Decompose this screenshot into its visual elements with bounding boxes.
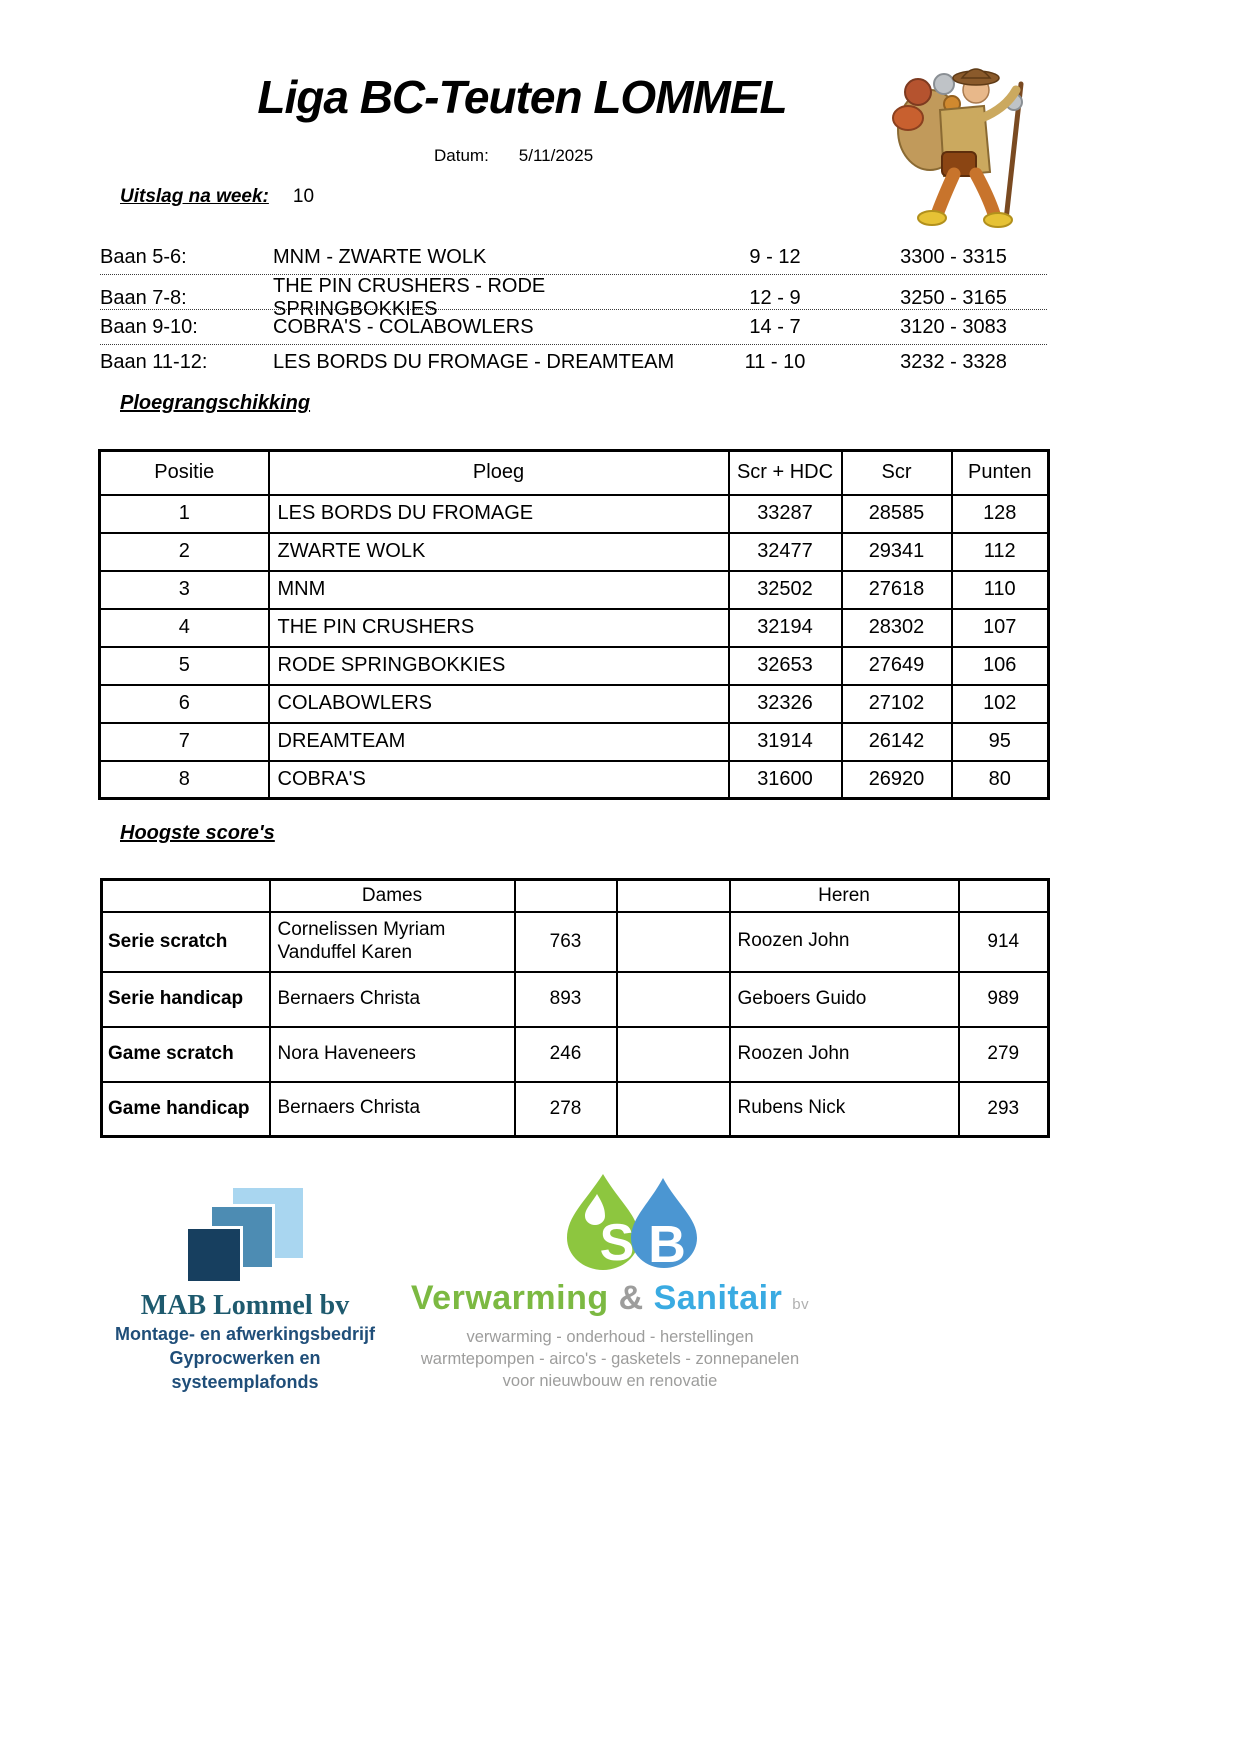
position-cell: 7 (100, 723, 269, 761)
match-result-row (100, 345, 1047, 379)
match-score: 11 - 10 (744, 350, 806, 373)
heren-value-cell: 293 (959, 1082, 1049, 1137)
position-cell: 3 (100, 571, 269, 609)
empty-header (102, 880, 270, 912)
team-cell: MNM (269, 571, 729, 609)
heren-name-cell: Roozen John (730, 912, 959, 972)
col-header-dames: Dames (270, 880, 515, 912)
empty-header (515, 880, 617, 912)
scr-cell: 27649 (842, 647, 952, 685)
col-header-heren: Heren (730, 880, 959, 912)
match-teams: COBRA'S - COLABOWLERS (273, 315, 534, 338)
category-cell: Game scratch (102, 1027, 270, 1082)
table-row (100, 723, 1049, 761)
scr-hdc-cell: 31600 (729, 761, 842, 799)
heren-value-cell: 914 (959, 912, 1049, 972)
sb-name-bv: bv (792, 1296, 810, 1313)
points-cell: 128 (952, 495, 1049, 533)
points-cell: 110 (952, 571, 1049, 609)
spacer-cell (617, 972, 730, 1027)
match-results-list (100, 240, 1047, 379)
table-header-row (102, 880, 1049, 912)
rankings-section-title: Ploegrangschikking (120, 392, 311, 414)
table-row (102, 972, 1049, 1027)
position-cell: 6 (100, 685, 269, 723)
match-teams: LES BORDS DU FROMAGE - DREAMTEAM (273, 350, 675, 373)
dames-value-cell: 278 (515, 1082, 617, 1137)
table-row (100, 495, 1049, 533)
match-result-row (100, 310, 1047, 345)
team-cell: THE PIN CRUSHERS (269, 609, 729, 647)
col-header-positie: Positie (100, 451, 269, 495)
sb-flame-drop-icon (555, 1172, 705, 1272)
lane-label: Baan 9-10: (100, 315, 198, 338)
team-cell: RODE SPRINGBOKKIES (269, 647, 729, 685)
scr-cell: 26142 (842, 723, 952, 761)
col-header-scr: Scr (842, 451, 952, 495)
mab-lommel-logo (100, 1188, 390, 1394)
high-scores-table (100, 878, 1050, 1138)
match-score: 9 - 12 (749, 245, 801, 268)
position-cell: 5 (100, 647, 269, 685)
heren-name-cell: Roozen John (730, 1027, 959, 1082)
points-cell: 106 (952, 647, 1049, 685)
scr-hdc-cell: 33287 (729, 495, 842, 533)
mab-tagline-1: Montage- en afwerkingsbedrijf (114, 1324, 376, 1344)
week-label: Uitslag na week: (120, 186, 269, 207)
mab-squares-icon (185, 1188, 305, 1286)
scr-hdc-cell: 32502 (729, 571, 842, 609)
high-scores-section-title: Hoogste score's (120, 822, 275, 844)
match-teams: THE PIN CRUSHERS - RODE SPRINGBOKKIES (273, 275, 546, 320)
sb-company-name (390, 1279, 830, 1318)
week-value: 10 (292, 186, 315, 207)
scr-hdc-cell: 31914 (729, 723, 842, 761)
scr-hdc-cell: 32194 (729, 609, 842, 647)
category-cell: Game handicap (102, 1082, 270, 1137)
dames-name-line2: Vanduffel Karen (277, 941, 413, 963)
table-row (100, 647, 1049, 685)
col-header-punten: Punten (952, 451, 1049, 495)
heren-value-cell: 989 (959, 972, 1049, 1027)
category-cell: Serie scratch (102, 912, 270, 972)
date-label: Datum: (434, 146, 489, 165)
position-cell: 1 (100, 495, 269, 533)
team-cell: ZWARTE WOLK (269, 533, 729, 571)
scr-hdc-cell: 32326 (729, 685, 842, 723)
lane-label: Baan 5-6: (100, 245, 187, 268)
sb-tagline-3: voor nieuwbouw en renovatie (502, 1372, 718, 1390)
date-row (434, 146, 593, 166)
scr-cell: 27618 (842, 571, 952, 609)
heren-name-cell: Rubens Nick (730, 1082, 959, 1137)
table-row (100, 685, 1049, 723)
scr-cell: 28302 (842, 609, 952, 647)
date-value: 5/11/2025 (518, 146, 594, 165)
lane-label: Baan 7-8: (100, 286, 187, 309)
sb-tagline-2: warmtepompen - airco's - gasketels - zonnepanelen (420, 1350, 800, 1368)
match-pinfall: 3300 - 3315 (900, 245, 1007, 268)
sb-name-sanitair: Sanitair (653, 1279, 783, 1317)
position-cell: 4 (100, 609, 269, 647)
mab-company-name: MAB Lommel bv (140, 1290, 350, 1321)
mab-tagline-2: Gyprocwerken en systeemplafonds (169, 1348, 321, 1392)
team-cell: LES BORDS DU FROMAGE (269, 495, 729, 533)
col-header-scr-hdc: Scr + HDC (729, 451, 842, 495)
col-header-ploeg: Ploeg (269, 451, 729, 495)
dames-name-line1: Cornelissen Myriam (277, 918, 446, 940)
table-row (100, 609, 1049, 647)
points-cell: 107 (952, 609, 1049, 647)
table-row (100, 571, 1049, 609)
position-cell: 8 (100, 761, 269, 799)
match-pinfall: 3250 - 3165 (900, 286, 1007, 309)
page-title: Liga BC-Teuten LOMMEL (257, 71, 787, 123)
match-result-row (100, 240, 1047, 275)
dames-value-cell: 893 (515, 972, 617, 1027)
dames-name-cell: Nora Haveneers (270, 1027, 515, 1082)
table-row (102, 912, 1049, 972)
svg-text:B: B (648, 1216, 686, 1272)
match-score: 14 - 7 (749, 315, 801, 338)
spacer-cell (617, 1082, 730, 1137)
match-pinfall: 3120 - 3083 (900, 315, 1007, 338)
table-row (100, 533, 1049, 571)
spacer-cell (617, 1027, 730, 1082)
team-ranking-table (98, 449, 1050, 800)
empty-header (617, 880, 730, 912)
match-teams: MNM - ZWARTE WOLK (273, 245, 487, 268)
match-score: 12 - 9 (749, 286, 801, 309)
sb-tagline-1: verwarming - onderhoud - herstellingen (466, 1328, 754, 1346)
match-pinfall: 3232 - 3328 (900, 350, 1007, 373)
points-cell: 102 (952, 685, 1049, 723)
dames-name-cell (270, 912, 515, 972)
svg-text:S: S (599, 1214, 635, 1272)
scr-cell: 27102 (842, 685, 952, 723)
sb-name-verwarming: Verwarming (410, 1279, 609, 1317)
points-cell: 112 (952, 533, 1049, 571)
team-cell: DREAMTEAM (269, 723, 729, 761)
scr-hdc-cell: 32477 (729, 533, 842, 571)
position-cell: 2 (100, 533, 269, 571)
points-cell: 95 (952, 723, 1049, 761)
table-header-row (100, 451, 1049, 495)
sb-sanitair-logo (390, 1172, 830, 1392)
table-row (100, 761, 1049, 799)
week-row (120, 186, 314, 208)
dames-value-cell: 763 (515, 912, 617, 972)
dames-name-cell: Bernaers Christa (270, 972, 515, 1027)
heren-value-cell: 279 (959, 1027, 1049, 1082)
match-result-row (100, 275, 1047, 320)
category-cell: Serie handicap (102, 972, 270, 1027)
scr-cell: 26920 (842, 761, 952, 799)
dames-name-cell: Bernaers Christa (270, 1082, 515, 1137)
points-cell: 80 (952, 761, 1049, 799)
spacer-cell (617, 912, 730, 972)
sb-name-ampersand: & (618, 1279, 644, 1317)
dames-value-cell: 246 (515, 1027, 617, 1082)
team-cell: COLABOWLERS (269, 685, 729, 723)
teuten-peddler-illustration (878, 56, 1040, 228)
team-cell: COBRA'S (269, 761, 729, 799)
table-row (102, 1082, 1049, 1137)
heren-name-cell: Geboers Guido (730, 972, 959, 1027)
lane-label: Baan 11-12: (100, 350, 208, 373)
scr-hdc-cell: 32653 (729, 647, 842, 685)
scr-cell: 28585 (842, 495, 952, 533)
table-row (102, 1027, 1049, 1082)
empty-header (959, 880, 1049, 912)
scr-cell: 29341 (842, 533, 952, 571)
